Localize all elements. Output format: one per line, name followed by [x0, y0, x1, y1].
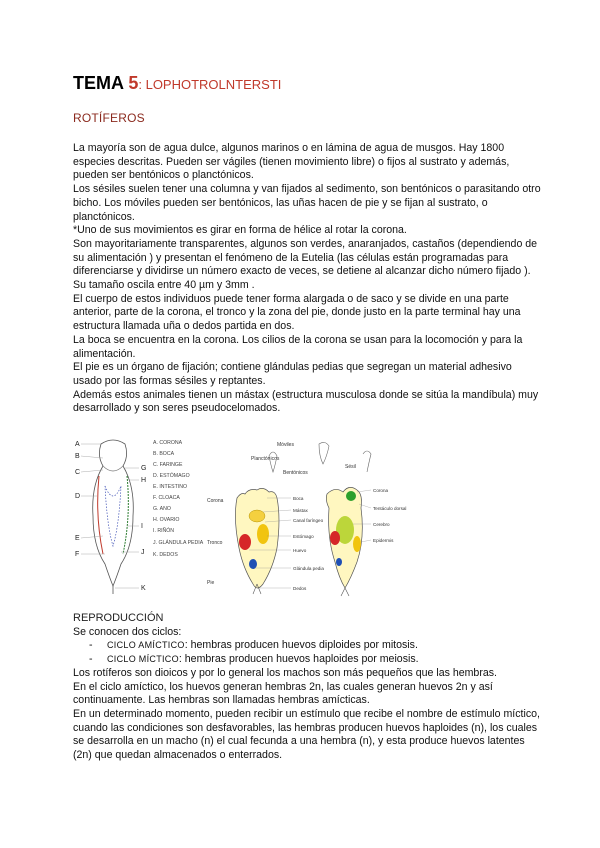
figure-letter: G — [141, 465, 147, 472]
repro-intro: Se conocen dos ciclos: — [73, 625, 182, 638]
figure-label: A. CORONA — [153, 440, 183, 446]
figure-letter: H — [141, 477, 147, 484]
figure-label: F. CLOACA — [153, 495, 180, 501]
paragraph: La boca se encuentra en la corona. Los cilios de la corona se usan para la locomoción y para la alimentación. — [73, 333, 523, 360]
title-subtitle: : LOPHOTROLNTERSTI — [138, 77, 282, 92]
figure-label: Tentáculo dorsal — [373, 506, 407, 511]
list-item — [89, 653, 543, 667]
paragraph: En un determinado momento, pueden recibir un estímulo que recibe el nombre de estímulo míctico, cuando las condiciones son desfavorables, las hembras producen huevos haploides (n), los cuales se desarrolla en un macho (n) el cual fecunda a una hembra (n), y esta produce huevos latentes (2n) que quedan almacenados o enterrados. — [73, 707, 540, 762]
reproduction-section — [73, 612, 543, 763]
rotifer-bodyplan-figure — [207, 438, 412, 598]
figure-label: Pie — [207, 580, 215, 586]
paragraph: La mayoría son de agua dulce, algunos marinos o en lámina de agua de musgos. Hay 1800 especies descritas. Pueden ser vágiles (tienen movimiento libre) o fijos al sustrato y además, pueden ser bentónicos o planctónicos. — [73, 142, 510, 182]
figure-letter: K — [141, 585, 146, 592]
figure-letter: B — [75, 453, 80, 460]
figure-label: Móviles — [277, 442, 294, 448]
figure-label: I. RIÑÓN — [153, 528, 175, 534]
figure-label: G. ANO — [153, 506, 171, 512]
cycle-name: CICLO MÍCTICO — [107, 654, 179, 665]
figure-letter: I — [141, 523, 143, 530]
cycle-text: : hembras producen huevos diploides por mitosis. — [184, 639, 418, 652]
figure-label: Corona — [207, 498, 224, 504]
figure-label: Sésil — [345, 464, 356, 470]
figure-label: J. GLÁNDULA PEDIA — [153, 540, 204, 546]
cycle-name: CICLO AMÍCTICO — [107, 640, 185, 651]
figure-label: Canal faríngeo — [293, 518, 324, 523]
paragraph: En el ciclo amíctico, los huevos generan hembras 2n, las cuales generan huevos 2n y así continuamente. Las hembras son llamadas hembras amícticas. — [73, 680, 493, 707]
figure-label: Boca — [293, 496, 304, 501]
section-heading: ROTÍFEROS — [73, 111, 145, 125]
rotifer-anatomy-figure — [73, 436, 213, 598]
figure-label: Mástax — [293, 508, 308, 513]
figure-letter: A — [75, 441, 80, 448]
figure-label: E. INTESTINO — [153, 484, 188, 490]
page-title — [73, 72, 281, 96]
figure-label: K. DEDOS — [153, 552, 178, 558]
figure-label: D. ESTÓMAGO — [153, 473, 190, 479]
repro-heading: REPRODUCCIÓN — [73, 612, 164, 624]
figure-letter: D — [75, 493, 81, 500]
list-item — [89, 639, 543, 653]
paragraph: *Uno de sus movimientos es girar en forma de hélice al rotar la corona. — [73, 224, 407, 237]
figure-label: Bentónicos — [283, 470, 308, 476]
figure-label: Corona — [373, 488, 389, 493]
paragraph: El pie es un órgano de fijación; contiene glándulas pedias que segregan un material adhesivo usado por las formas sésiles y reptantes. — [73, 361, 512, 387]
figure-label: Estómago — [293, 534, 314, 539]
figure-letter: F — [75, 551, 80, 558]
body-text — [73, 142, 543, 416]
figure-label: Dedos — [293, 586, 307, 591]
title-number: 5 — [128, 73, 139, 93]
figure-letter: C — [75, 469, 81, 476]
title-tema: TEMA — [73, 73, 124, 93]
figure-letter: E — [75, 535, 80, 542]
figure-label: H. OVARIO — [153, 517, 180, 523]
paragraph: Además estos animales tienen un mástax (estructura musculosa donde se sitúa la mandíbula) muy desarrollado y son seres pseudocelomados. — [73, 388, 539, 415]
figures — [73, 432, 543, 602]
figure-label: Glándula pedia — [293, 566, 324, 571]
figure-letter: J — [141, 549, 145, 556]
figure-label: C. FARINGE — [153, 462, 183, 468]
paragraph: Los rotíferos son dioicos y por lo general los machos son más pequeños que las hembras. — [73, 666, 497, 679]
cycle-text: : hembras producen huevos haploides por meiosis. — [178, 653, 419, 666]
figure-label: Cerebro — [373, 522, 390, 527]
figure-label: Tronco — [207, 540, 223, 546]
figure-label: B. BOCA — [153, 451, 175, 457]
paragraph: El cuerpo de estos individuos puede tener forma alargada o de saco y se divide en una parte anterior, parte de la corona, el tronco y la zona del pie, donde justo en la parte terminal hay una estructura llamada uña o dedos partida en dos. — [73, 292, 521, 333]
paragraph: Son mayoritariamente transparentes, algunos son verdes, anaranjados, castaños (dependiendo de su alimentación ) y presentan el fenómeno de la Eutelia (las células están programadas para diferenciarse y dividirse un número exacto de veces, se detiene al alcanzar dicho número fijado ). Su tamaño oscila entre 40 µm y 3mm . — [73, 237, 538, 292]
figure-label: Epidermis — [373, 538, 394, 543]
figure-label: Planctónicos — [251, 456, 280, 462]
paragraph: Los sésiles suelen tener una columna y van fijados al sedimento, son bentónicos o parasitando otro bicho. Los móviles pueden ser bentónicos, las uñas hacen de pie y se fijan al sustrato, o planctónicos. — [73, 183, 541, 223]
figure-label: Huevo — [293, 548, 307, 553]
cycle-list — [73, 639, 543, 666]
